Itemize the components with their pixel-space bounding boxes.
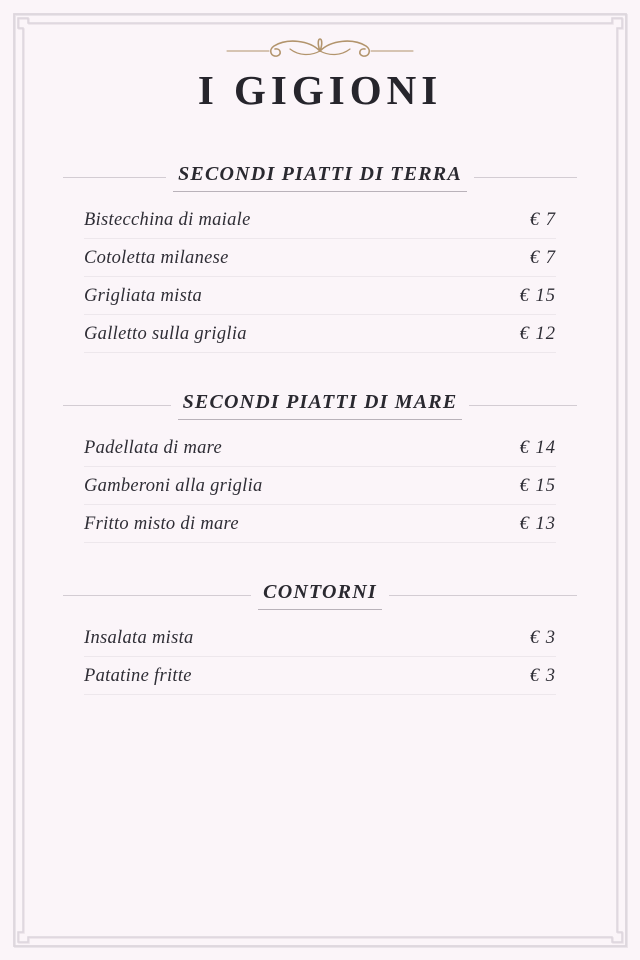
- menu-item-row: [84, 277, 556, 315]
- item-name: Cotoletta milanese: [84, 248, 229, 268]
- menu-item-row: [84, 315, 556, 353]
- item-name: Grigliata mista: [84, 286, 203, 306]
- section-heading-text: CONTORNI: [258, 581, 382, 610]
- item-name: Galletto sulla griglia: [84, 324, 247, 344]
- section-heading-text: SECONDI PIATTI DI TERRA: [173, 163, 467, 192]
- heading-rule-right: [469, 405, 577, 406]
- menu-item-row: [84, 467, 556, 505]
- menu-section: [63, 581, 577, 695]
- heading-rule-left: [63, 177, 166, 178]
- menu-item-row: [84, 619, 556, 657]
- section-items: [63, 619, 577, 695]
- section-heading: [63, 581, 577, 610]
- heading-rule-left: [63, 595, 251, 596]
- item-price: € 3: [529, 666, 556, 686]
- item-price: € 3: [529, 628, 556, 648]
- menu-item-row: [84, 505, 556, 543]
- item-name: Patatine fritte: [84, 666, 192, 686]
- item-price: € 14: [519, 438, 556, 458]
- item-price: € 12: [519, 324, 556, 344]
- item-name: Bistecchina di maiale: [84, 210, 251, 230]
- menu-item-row: [84, 201, 556, 239]
- item-price: € 13: [519, 514, 556, 534]
- section-heading: [63, 391, 577, 420]
- heading-rule-right: [474, 177, 577, 178]
- item-name: Insalata mista: [84, 628, 194, 648]
- item-name: Padellata di mare: [84, 438, 223, 458]
- menu-item-row: [84, 239, 556, 277]
- item-name: Fritto misto di mare: [84, 514, 239, 534]
- item-price: € 15: [519, 476, 556, 496]
- heading-rule-right: [389, 595, 577, 596]
- menu-item-row: [84, 657, 556, 695]
- section-heading-text: SECONDI PIATTI DI MARE: [178, 391, 463, 420]
- heading-rule-left: [63, 405, 171, 406]
- menu-section: [63, 163, 577, 353]
- menu-header: [0, 0, 640, 111]
- section-items: [63, 429, 577, 543]
- menu-sections: [0, 163, 640, 695]
- item-name: Gamberoni alla griglia: [84, 476, 263, 496]
- page-title: I GIGIONI: [197, 67, 443, 113]
- section-items: [63, 201, 577, 353]
- menu-item-row: [84, 429, 556, 467]
- menu-section: [63, 391, 577, 543]
- item-price: € 7: [529, 210, 556, 230]
- item-price: € 7: [529, 248, 556, 268]
- section-heading: [63, 163, 577, 192]
- flourish-divider-icon: [225, 27, 415, 63]
- item-price: € 15: [519, 286, 556, 306]
